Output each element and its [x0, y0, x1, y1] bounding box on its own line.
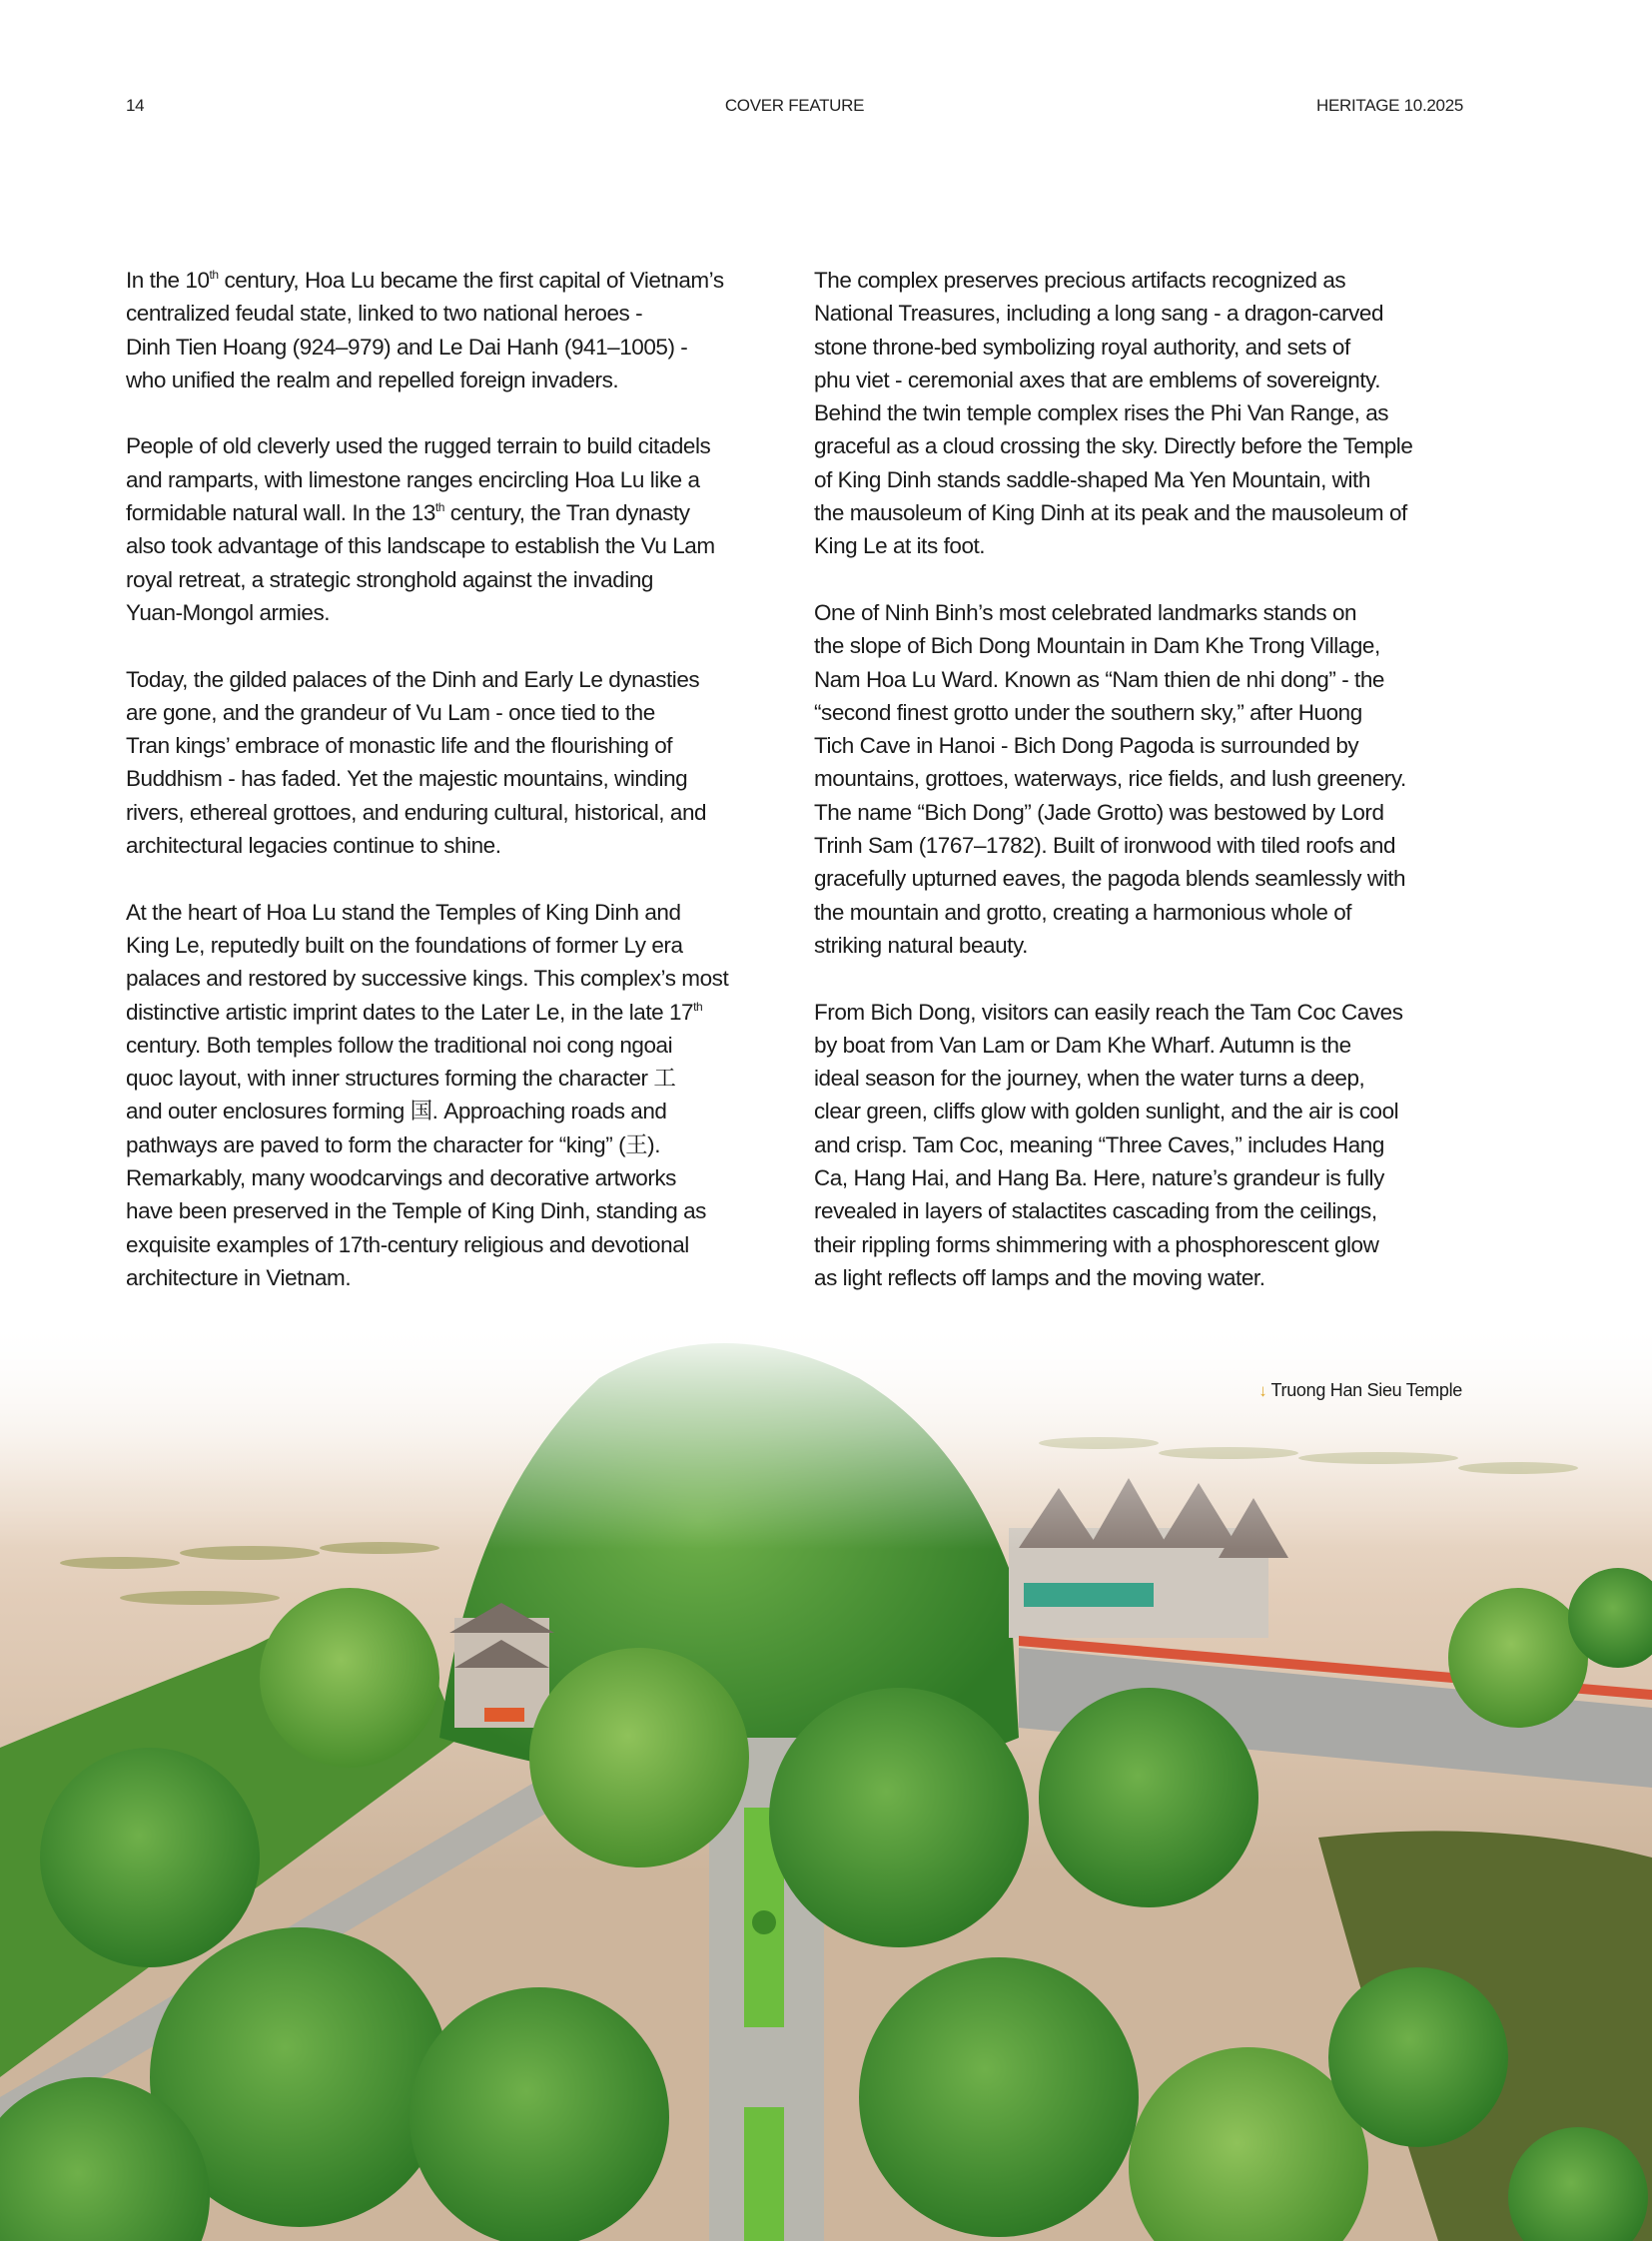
- text-line: Buddhism - has faded. Yet the majestic mountains, winding: [126, 766, 688, 792]
- text-line: the mausoleum of King Dinh at its peak and the mausoleum of: [814, 500, 1407, 526]
- running-head: [126, 96, 1463, 120]
- text-line: their rippling forms shimmering with a phosphorescent glow: [814, 1231, 1379, 1257]
- article-left-column: [126, 264, 790, 1328]
- text-line: National Treasures, including a long sang - a dragon-carved: [814, 301, 1384, 327]
- text-line: century. Both temples follow the traditional noi cong ngoai: [126, 1032, 673, 1058]
- text-line: as light reflects off lamps and the moving water.: [814, 1264, 1265, 1290]
- article-paragraph: [126, 264, 790, 396]
- text-line: [126, 996, 790, 1029]
- text-line: royal retreat, a strategic stronghold against the invading: [126, 566, 653, 592]
- text-line: palaces and restored by successive kings. This complex’s most: [126, 966, 729, 992]
- text-run: In the 10: [126, 268, 210, 293]
- text-run: century, the Tran dynasty: [444, 500, 690, 526]
- text-line: King Le, reputedly built on the foundations of former Ly era: [126, 932, 683, 958]
- text-line: Ca, Hang Hai, and Hang Ba. Here, nature’s grandeur is fully: [814, 1165, 1384, 1191]
- text-line: and crisp. Tam Coc, meaning “Three Caves,” includes Hang: [814, 1131, 1384, 1157]
- text-line: Today, the gilded palaces of the Dinh and Early Le dynasties: [126, 666, 700, 692]
- text-line: of King Dinh stands saddle-shaped Ma Yen Mountain, with: [814, 466, 1370, 492]
- page-number: 14: [126, 96, 145, 115]
- article-right-column: [814, 264, 1478, 1328]
- text-line: Trinh Sam (1767–1782). Built of ironwood with tiled roofs and: [814, 833, 1396, 859]
- text-line: are gone, and the grandeur of Vu Lam - once tied to the: [126, 699, 655, 725]
- ordinal-suffix: th: [693, 999, 703, 1014]
- text-line: the mountain and grotto, creating a harmonious whole of: [814, 899, 1352, 925]
- arrow-down-icon: ↓: [1258, 1380, 1267, 1400]
- text-line: King Le at its foot.: [814, 533, 986, 559]
- ordinal-suffix: th: [434, 500, 444, 515]
- section-label: COVER FEATURE: [724, 96, 865, 115]
- text-line: quoc layout, with inner structures forming the character 工: [126, 1066, 676, 1092]
- text-line: One of Ninh Binh’s most celebrated landmarks stands on: [814, 599, 1357, 625]
- text-line: phu viet - ceremonial axes that are emblems of sovereignty.: [814, 367, 1381, 392]
- text-line: and outer enclosures forming 国. Approaching roads and: [126, 1099, 667, 1124]
- text-line: “second finest grotto under the southern sky,” after Huong: [814, 699, 1362, 725]
- text-line: who unified the realm and repelled foreign invaders.: [126, 367, 619, 392]
- text-line: Dinh Tien Hoang (924–979) and Le Dai Hanh (941–1005) -: [126, 334, 688, 360]
- text-line: striking natural beauty.: [814, 932, 1028, 958]
- aerial-photo: [0, 1318, 1652, 2241]
- text-line: gracefully upturned eaves, the pagoda blends seamlessly with: [814, 866, 1406, 892]
- text-run: formidable natural wall. In the 13: [126, 500, 435, 526]
- text-line: [126, 496, 790, 529]
- text-run: century, Hoa Lu became the first capital of Vietnam’s: [218, 268, 724, 293]
- photo-caption: [1258, 1380, 1462, 1401]
- article-paragraph: [126, 663, 790, 863]
- article-paragraph: [814, 596, 1478, 962]
- article-paragraph: [814, 996, 1478, 1295]
- text-line: rivers, ethereal grottoes, and enduring cultural, historical, and: [126, 799, 707, 825]
- issue-label: HERITAGE 10.2025: [1315, 96, 1463, 115]
- text-line: and ramparts, with limestone ranges encircling Hoa Lu like a: [126, 466, 700, 492]
- text-line: the slope of Bich Dong Mountain in Dam Khe Trong Village,: [814, 633, 1380, 659]
- text-line: [126, 264, 790, 297]
- text-line: exquisite examples of 17th-century religious and devotional: [126, 1231, 689, 1257]
- text-line: graceful as a cloud crossing the sky. Directly before the Temple: [814, 433, 1413, 459]
- text-line: Tran kings’ embrace of monastic life and the flourishing of: [126, 733, 673, 759]
- text-line: stone throne-bed symbolizing royal authority, and sets of: [814, 334, 1350, 360]
- ordinal-suffix: th: [209, 268, 219, 282]
- text-line: architecture in Vietnam.: [126, 1264, 352, 1290]
- text-line: centralized feudal state, linked to two national heroes -: [126, 301, 643, 327]
- text-line: The complex preserves precious artifacts recognized as: [814, 268, 1346, 293]
- text-line: by boat from Van Lam or Dam Khe Wharf. Autumn is the: [814, 1032, 1351, 1058]
- text-line: ideal season for the journey, when the water turns a deep,: [814, 1066, 1365, 1092]
- article-paragraph: [126, 896, 790, 1295]
- text-line: clear green, cliffs glow with golden sunlight, and the air is cool: [814, 1099, 1399, 1124]
- text-line: From Bich Dong, visitors can easily reach the Tam Coc Caves: [814, 999, 1403, 1025]
- photo-caption-text: Truong Han Sieu Temple: [1270, 1380, 1462, 1400]
- text-run: distinctive artistic imprint dates to the Later Le, in the late 17: [126, 999, 694, 1025]
- text-line: The name “Bich Dong” (Jade Grotto) was bestowed by Lord: [814, 799, 1384, 825]
- article-paragraph: [814, 264, 1478, 563]
- text-line: pathways are paved to form the character for “king” (王).: [126, 1131, 661, 1157]
- text-line: revealed in layers of stalactites cascading from the ceilings,: [814, 1198, 1377, 1224]
- text-line: Tich Cave in Hanoi - Bich Dong Pagoda is surrounded by: [814, 733, 1359, 759]
- text-line: Remarkably, many woodcarvings and decorative artworks: [126, 1165, 676, 1191]
- aerial-landscape-illustration: [0, 1318, 1652, 2241]
- text-line: architectural legacies continue to shine.: [126, 833, 501, 859]
- text-line: People of old cleverly used the rugged terrain to build citadels: [126, 433, 711, 459]
- text-line: mountains, grottoes, waterways, rice fields, and lush greenery.: [814, 766, 1406, 792]
- text-line: also took advantage of this landscape to establish the Vu Lam: [126, 533, 715, 559]
- text-line: have been preserved in the Temple of King Dinh, standing as: [126, 1198, 706, 1224]
- text-line: Nam Hoa Lu Ward. Known as “Nam thien de nhi dong” - the: [814, 666, 1384, 692]
- article-paragraph: [126, 429, 790, 629]
- text-line: Behind the twin temple complex rises the Phi Van Range, as: [814, 400, 1389, 426]
- text-line: At the heart of Hoa Lu stand the Temples of King Dinh and: [126, 899, 681, 925]
- text-line: Yuan-Mongol armies.: [126, 599, 331, 625]
